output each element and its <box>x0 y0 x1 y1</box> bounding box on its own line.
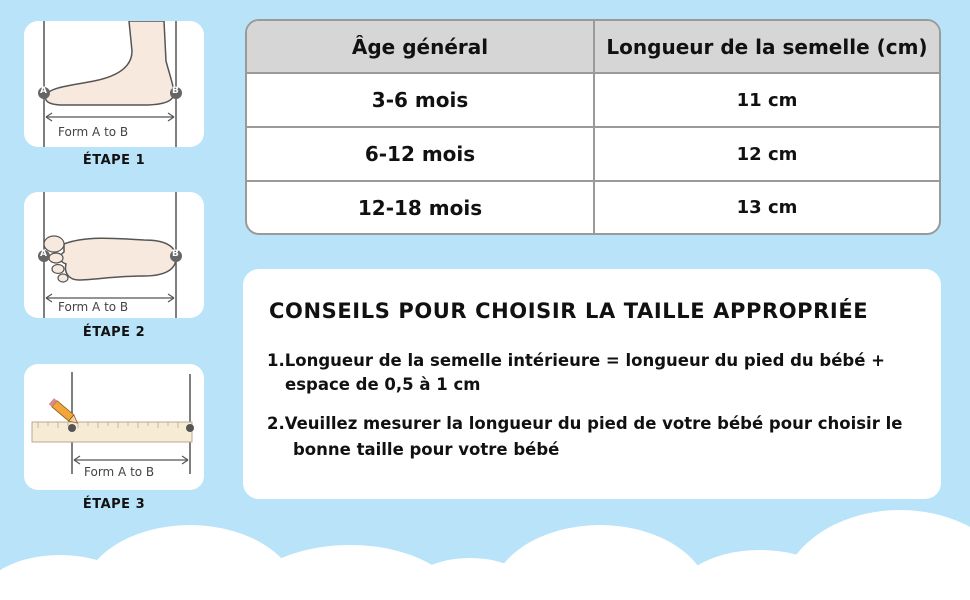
step-caption: Form A to B <box>58 125 129 139</box>
table-header-row <box>247 21 939 73</box>
header-age: Âge général <box>247 21 594 73</box>
tips-title: CONSEILS POUR CHOISIR LA TAILLE APPROPRIÉE <box>269 299 869 323</box>
step-1-card <box>24 21 204 147</box>
length-cell: 13 cm <box>594 181 939 233</box>
age-cell: 12-18 mois <box>247 181 594 233</box>
step-1-label: ÉTAPE 1 <box>82 153 146 168</box>
step-caption: Form A to B <box>84 465 155 479</box>
point-a-label: A <box>40 86 47 96</box>
point-b-label: B <box>172 86 179 96</box>
length-cell: 11 cm <box>736 89 798 111</box>
step-2-card <box>24 192 204 318</box>
tip-item <box>267 412 931 462</box>
tip-line: bonne taille pour votre bébé <box>293 440 560 459</box>
tip-line: 2.Veuillez mesurer la longueur du pied de votre bébé pour choisir le <box>267 414 903 433</box>
tip-line: 1.Longueur de la semelle intérieure = longueur du pied du bébé + <box>267 351 886 370</box>
age-cell: 6-12 mois <box>247 127 594 181</box>
step-caption: Form A to B <box>58 300 129 314</box>
size-table <box>245 19 941 235</box>
step-3-card <box>24 364 204 490</box>
table-row <box>247 127 939 181</box>
step-3-label: ÉTAPE 3 <box>82 497 146 512</box>
step-2-label: ÉTAPE 2 <box>82 325 146 340</box>
point-b-label: B <box>172 249 179 259</box>
tips-panel <box>243 269 941 499</box>
header-length: Longueur de la semelle (cm) <box>594 21 939 73</box>
tip-item <box>267 349 931 397</box>
tip-line: espace de 0,5 à 1 cm <box>285 375 481 394</box>
cloud-icon <box>0 510 970 600</box>
age-cell: 3-6 mois <box>247 73 594 127</box>
table-row <box>247 73 939 127</box>
point-a-label: A <box>40 249 47 259</box>
table-row <box>247 181 939 233</box>
length-cell: 12 cm <box>594 127 939 181</box>
